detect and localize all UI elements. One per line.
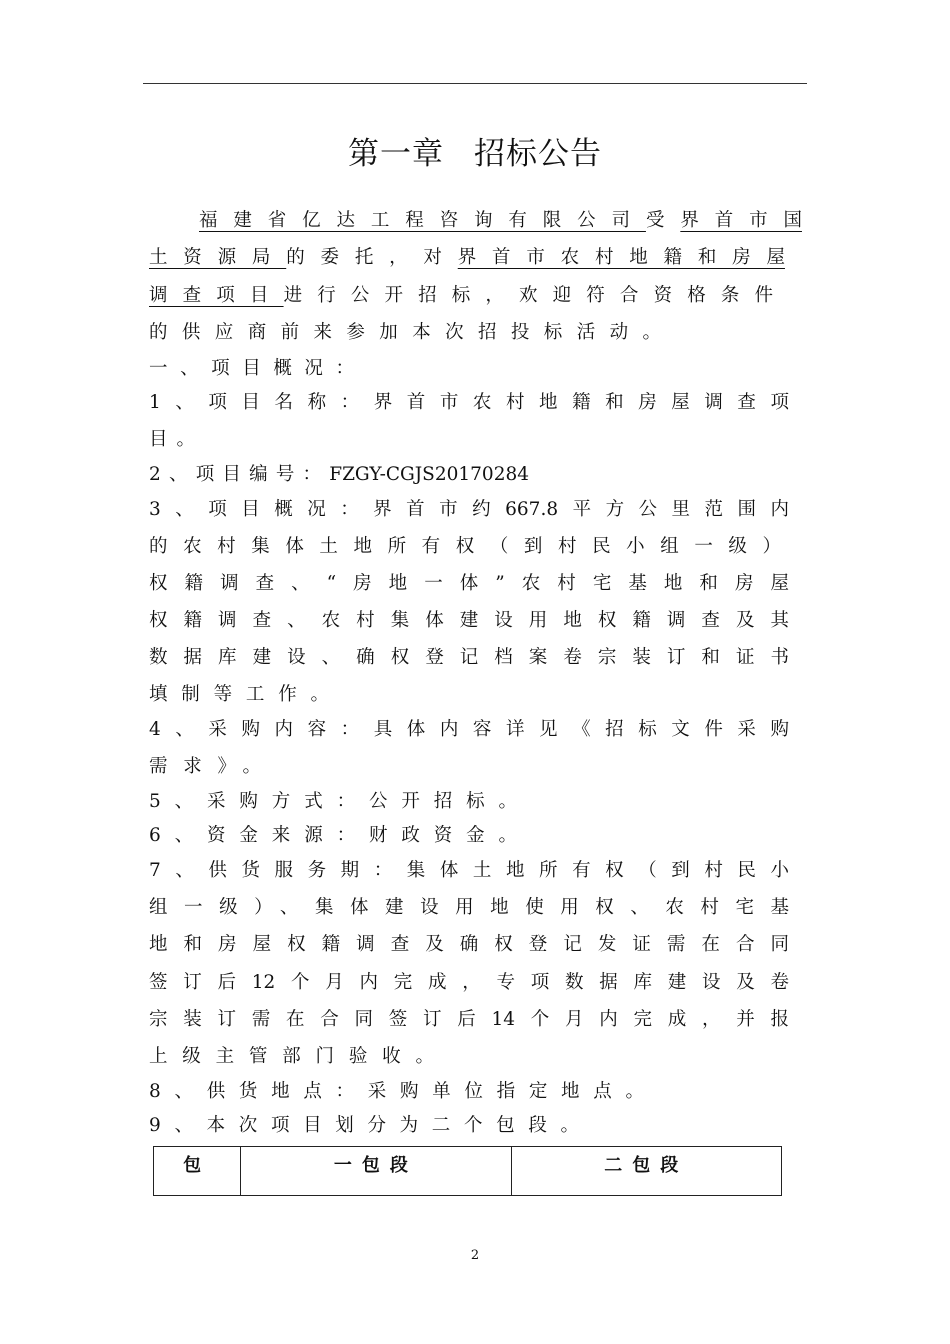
item-3-line-2: 的农村集体土地所有权（到村民小组一级） [149,536,781,557]
header-package-2: 二包段 [511,1147,781,1196]
chapter-number: 第一章 [348,136,444,172]
package-table [153,1146,782,1196]
header-rule [143,83,807,84]
item-8: 8、供货地点：采购单位指定地点。 [149,1081,644,1102]
client-name-part2: 土资源局 [149,247,287,268]
item-3-line-5: 数据库建设、确权登记档案卷宗装订和证书 [149,647,789,668]
item-7-line-6: 上级主管部门验收。 [149,1046,434,1067]
client-name-part1: 界首市国 [680,210,802,231]
header-package: 包 [154,1147,241,1196]
item-4-line-2: 需求》。 [149,756,261,777]
item-7-line-5: 宗装订需在合同签订后14个月内完成，并报 [149,1009,789,1030]
chapter-heading: 招标公告 [474,136,602,172]
item-2: 2、项目编号：FZGY-CGJS20170284 [149,464,529,485]
item-7-line-4: 签订后12个月内完成，专项数据库建设及卷 [149,972,789,993]
project-name-part1: 界首市农村地籍和房屋 [457,247,785,268]
item-5: 5、采购方式：公开招标。 [149,791,517,812]
item-6: 6、资金来源：财政资金。 [149,825,517,846]
item-1-line-2: 目。 [149,429,195,450]
intro-line-3: 调查项目进行公开招标，欢迎符合资格条件 [149,285,773,306]
item-3-line-4: 权籍调查、农村集体建设用地权籍调查及其 [149,610,789,631]
header-package-1: 一包段 [241,1147,511,1196]
intro-line-1: 福建省亿达工程咨询有限公司受界首市国 [199,210,802,231]
intro-line-2: 土资源局的委托，对界首市农村地籍和房屋 [149,247,785,268]
item-3-line-3: 权籍调查、“房地一体”农村宅基地和房屋 [149,573,789,594]
page-number: 2 [470,1248,480,1263]
table-row [154,1147,782,1196]
section-heading-overview: 一、项目概况： [149,358,354,379]
item-1-line-1: 1、项目名称：界首市农村地籍和房屋调查项 [149,392,789,413]
agency-name: 福建省亿达工程咨询有限公司 [199,210,646,231]
intro-line-4: 的供应商前来参加本次招投标活动。 [149,322,661,343]
item-3-line-1: 3、项目概况：界首市约667.8平方公里范围内 [149,499,789,520]
chapter-title [0,128,950,173]
item-7-line-1: 7、供货服务期：集体土地所有权（到村民小 [149,860,789,881]
project-name-part2: 调查项目 [149,285,284,306]
item-7-line-3: 地和房屋权籍调查及确权登记发证需在合同 [149,934,789,955]
item-4-line-1: 4、采购内容：具体内容详见《招标文件采购 [149,719,789,740]
item-3-line-6: 填制等工作。 [149,684,329,705]
item-9: 9、本次项目划分为二个包段。 [149,1115,579,1136]
item-7-line-2: 组一级）、集体建设用地使用权、农村宅基 [149,897,789,918]
